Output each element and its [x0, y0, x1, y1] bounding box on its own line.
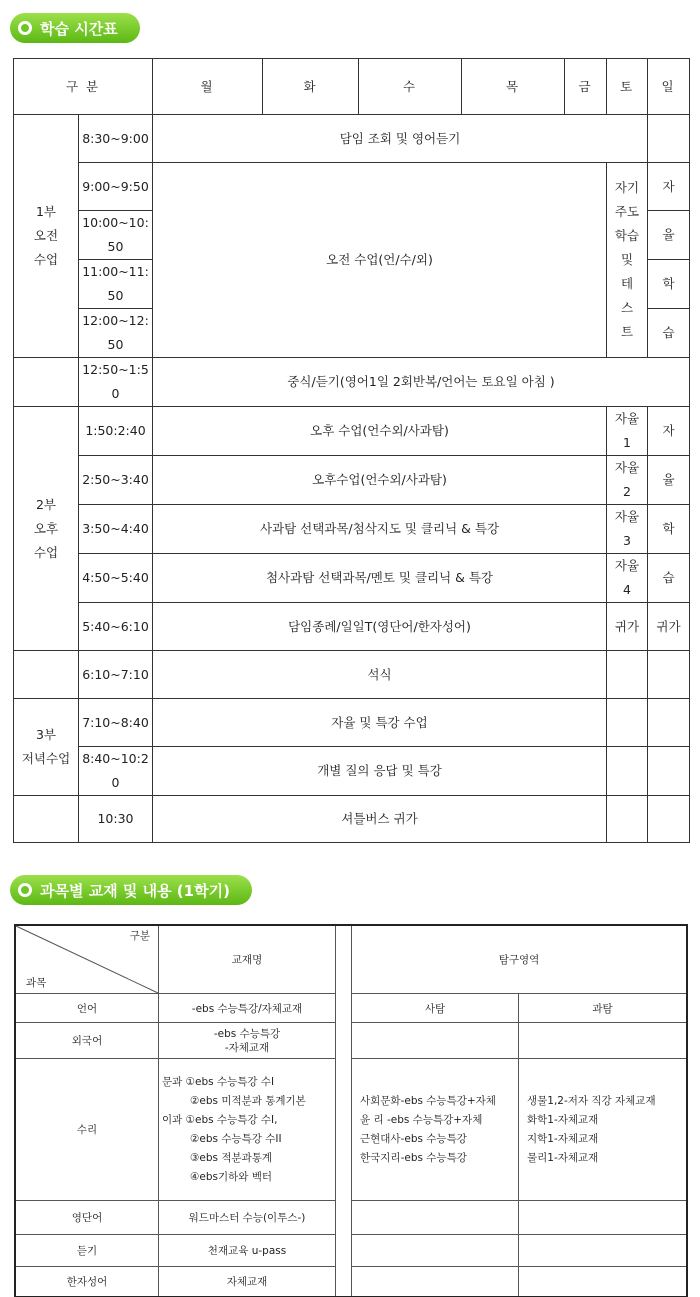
sun-cell: 습: [648, 554, 690, 603]
table-row: [16, 926, 687, 994]
empty-cell: [14, 651, 79, 699]
bullet-circle-icon: [18, 883, 32, 897]
empty-cell: [648, 796, 690, 843]
table-row: [16, 994, 687, 1023]
activity-cell: 오후수업(언수외/사과탐): [153, 456, 607, 505]
empty-cell: [14, 358, 79, 407]
table-row: [14, 505, 690, 554]
empty-cell: [607, 651, 648, 699]
header-sun: 일: [648, 59, 690, 115]
textbook-cell: 천재교육 u-pass: [159, 1235, 336, 1267]
subject-cell: 듣기: [16, 1235, 159, 1267]
col-header-textbook: 교재명: [159, 926, 336, 994]
activity-cell: 담임종례/일일T(영단어/한자성어): [153, 603, 607, 651]
table-row: [14, 651, 690, 699]
activity-cell: 오전 수업(언/수/외): [153, 163, 607, 358]
table-row: [16, 1267, 687, 1297]
subject-cell: 외국어: [16, 1023, 159, 1059]
sun-cell: 율: [648, 456, 690, 505]
empty-cell: [648, 747, 690, 796]
table-row: [14, 796, 690, 843]
time-cell: 4:50~5:40: [79, 554, 153, 603]
header-sat: 토: [607, 59, 648, 115]
table-row: [14, 358, 690, 407]
header-category: 구 분: [14, 59, 153, 115]
table-row: [14, 456, 690, 505]
sun-cell: 율: [648, 211, 690, 260]
section-title-books: [10, 875, 252, 905]
empty-cell: [352, 1023, 519, 1059]
table-row: [16, 1023, 687, 1059]
time-cell: 11:00~11:50: [79, 260, 153, 309]
empty-cell: [519, 1023, 687, 1059]
activity-cell: 셔틀버스 귀가: [153, 796, 607, 843]
time-cell: 8:30~9:00: [79, 115, 153, 163]
table-row: [16, 1235, 687, 1267]
time-cell: 8:40~10:20: [79, 747, 153, 796]
time-cell: 10:30: [79, 796, 153, 843]
corner-bottom-label: 과목: [26, 977, 47, 989]
col-header-inquiry: 탐구영역: [352, 926, 687, 994]
subject-cell: 언어: [16, 994, 159, 1023]
sat-cell: 자율 3: [607, 505, 648, 554]
section-title-text: 학습 시간표: [40, 19, 118, 38]
table-row: [14, 407, 690, 456]
header-wed: 수: [359, 59, 462, 115]
col-header-science: 과탐: [519, 994, 687, 1023]
table-row: [14, 554, 690, 603]
social-cell: 사회문화-ebs 수능특강+자체 윤 리 -ebs 수능특강+자체 근현대사-ebs 수능특강 한국지리-ebs 수능특강: [352, 1059, 519, 1201]
empty-cell: [352, 1201, 519, 1235]
part1-label: 1부 오전 수업: [14, 115, 79, 358]
empty-cell: [607, 747, 648, 796]
empty-cell: [352, 1267, 519, 1297]
spacer-column: [336, 926, 352, 1297]
textbook-cell: 자체교재: [159, 1267, 336, 1297]
schedule-table: [13, 58, 690, 843]
time-cell: 9:00~9:50: [79, 163, 153, 211]
header-thu: 목: [462, 59, 565, 115]
sun-cell: 자: [648, 407, 690, 456]
time-cell: 12:00~12:50: [79, 309, 153, 358]
empty-cell: [648, 651, 690, 699]
section-title-text: 과목별 교재 및 내용 (1학기): [40, 881, 230, 900]
table-row: [14, 747, 690, 796]
table-row: [14, 699, 690, 747]
sat-cell: 자율 1: [607, 407, 648, 456]
empty-cell: [519, 1201, 687, 1235]
empty-cell: [519, 1267, 687, 1297]
time-cell: 10:00~10:50: [79, 211, 153, 260]
empty-cell: [648, 115, 690, 163]
empty-cell: [648, 699, 690, 747]
textbook-cell: 문과 ①ebs 수능특강 수I ②ebs 미적분과 통계기본 이과 ①ebs 수능특강 수I, ②ebs 수능특강 수II ③ebs 적분과통계 ④ebs기하와 벡터: [159, 1059, 336, 1201]
sat-home-cell: 귀가: [607, 603, 648, 651]
textbook-cell: -ebs 수능특강 -자체교재: [159, 1023, 336, 1059]
table-row: [14, 603, 690, 651]
sun-cell: 습: [648, 309, 690, 358]
time-cell: 1:50:2:40: [79, 407, 153, 456]
sat-cell: 자율 4: [607, 554, 648, 603]
section-title-schedule: [10, 13, 140, 43]
empty-cell: [14, 796, 79, 843]
sun-home-cell: 귀가: [648, 603, 690, 651]
time-cell: 12:50~1:50: [79, 358, 153, 407]
part3-label: 3부 저녁수업: [14, 699, 79, 796]
textbook-cell: 워드마스터 수능(이투스-): [159, 1201, 336, 1235]
time-cell: 3:50~4:40: [79, 505, 153, 554]
activity-cell: 담임 조회 및 영어듣기: [153, 115, 648, 163]
table-row: [14, 115, 690, 163]
table-row: [16, 1059, 687, 1201]
schedule-header-row: [14, 59, 690, 115]
header-tue: 화: [263, 59, 359, 115]
activity-cell: 사과탐 선택과목/첨삭지도 및 클리닉 & 특강: [153, 505, 607, 554]
empty-cell: [352, 1235, 519, 1267]
header-fri: 금: [565, 59, 607, 115]
corner-header-cell: [16, 926, 159, 994]
activity-cell: 첨사과탐 선택과목/멘토 및 클리닉 & 특강: [153, 554, 607, 603]
activity-cell: 석식: [153, 651, 607, 699]
empty-cell: [607, 796, 648, 843]
empty-cell: [607, 699, 648, 747]
activity-cell: 자율 및 특강 수업: [153, 699, 607, 747]
time-cell: 7:10~8:40: [79, 699, 153, 747]
corner-top-label: 구분: [129, 930, 150, 942]
sun-cell: 학: [648, 505, 690, 554]
sun-cell: 학: [648, 260, 690, 309]
activity-cell: 오후 수업(언수외/사과탐): [153, 407, 607, 456]
col-header-social: 사탐: [352, 994, 519, 1023]
science-cell: 생물1,2-저자 직강 자체교재 화학1-자체교재 지학1-자체교재 물리1-자체교재: [519, 1059, 687, 1201]
subject-cell: 수리: [16, 1059, 159, 1201]
time-cell: 6:10~7:10: [79, 651, 153, 699]
table-row: [14, 163, 690, 211]
bullet-circle-icon: [18, 21, 32, 35]
part2-label: 2부 오후 수업: [14, 407, 79, 651]
header-mon: 월: [153, 59, 263, 115]
sat-self-study: 자기 주도 학습 및 테 스 트: [607, 163, 648, 358]
textbook-cell: -ebs 수능특강/자체교재: [159, 994, 336, 1023]
table-row: [16, 1201, 687, 1235]
empty-cell: [519, 1235, 687, 1267]
subject-cell: 한자성어: [16, 1267, 159, 1297]
sat-cell: 자율 2: [607, 456, 648, 505]
activity-cell: 개별 질의 응답 및 특강: [153, 747, 607, 796]
time-cell: 2:50~3:40: [79, 456, 153, 505]
time-cell: 5:40~6:10: [79, 603, 153, 651]
activity-cell: 중식/듣기(영어1일 2회반복/언어는 토요일 아침 ): [153, 358, 690, 407]
subject-cell: 영단어: [16, 1201, 159, 1235]
textbook-table: [15, 925, 687, 1297]
sun-cell: 자: [648, 163, 690, 211]
